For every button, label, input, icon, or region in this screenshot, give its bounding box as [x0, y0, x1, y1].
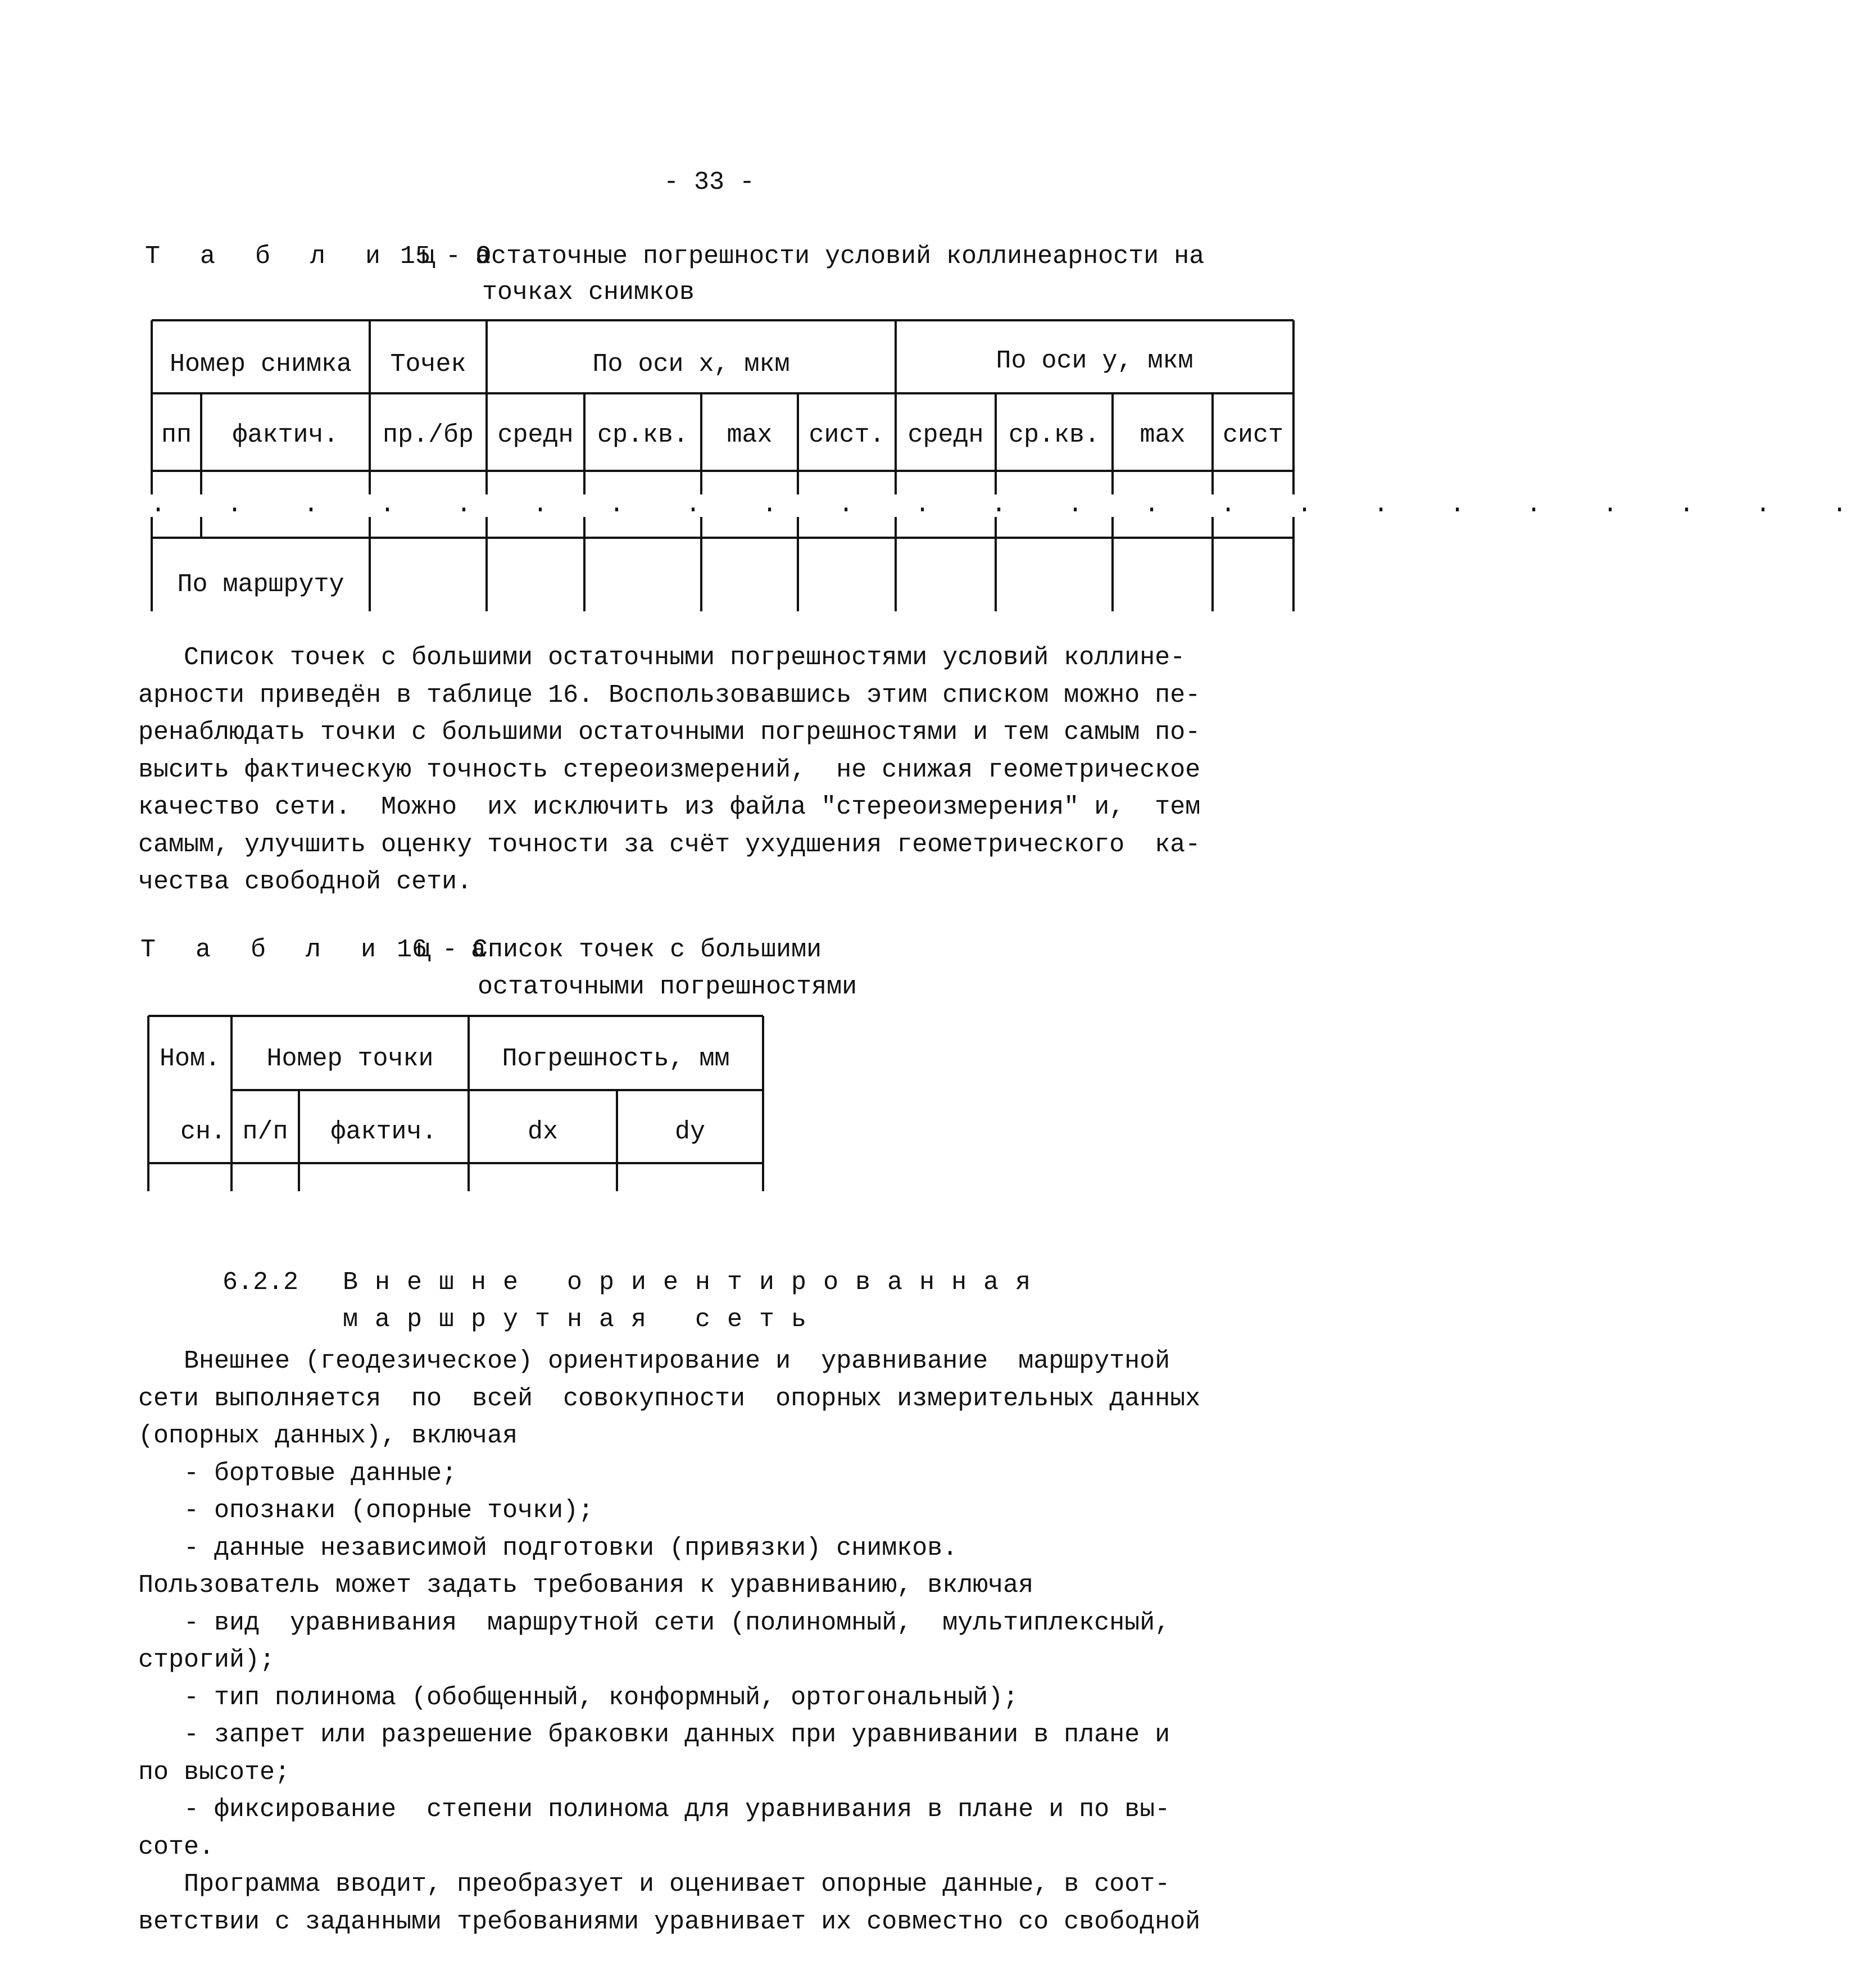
- table15-caption-line2: точках снимков: [482, 278, 695, 307]
- t15-header-y-max: max: [1140, 421, 1186, 450]
- paragraph-1-line: высить фактическую точность стереоизмерений, не снижая геометрическое: [138, 755, 1201, 784]
- t16-header-pp: п/п: [242, 1118, 288, 1146]
- paragraph-2-line: Программа вводит, преобразует и оценивает опорные данные, в соот-: [138, 1870, 1170, 1899]
- section-number: 6.2.2: [223, 1268, 299, 1297]
- paragraph-2: [138, 1343, 1200, 1941]
- t16-header-photo-no-2: сн.: [180, 1118, 226, 1146]
- paragraph-2-line: - фиксирование степени полинома для уравнивания в плане и по вы-: [138, 1795, 1170, 1824]
- paragraph-2-line: - запрет или разрешение браковки данных при уравнивании в плане и: [138, 1721, 1170, 1749]
- t15-header-axis-x: По оси x, мкм: [592, 350, 790, 379]
- t15-header-axis-y: По оси y, мкм: [996, 347, 1193, 375]
- table16-label: Т а б л и ц а: [140, 936, 499, 964]
- t15-header-y-rms: ср.кв.: [1008, 421, 1100, 450]
- paragraph-1-line: чества свободной сети.: [138, 868, 473, 896]
- t16-header-error: Погрешность, мм: [502, 1045, 730, 1073]
- t15-header-points: Точек: [390, 350, 466, 379]
- paragraph-2-line: - данные независимой подготовки (привязки) снимков.: [138, 1533, 958, 1563]
- t16-header-photo-no-1: Ном.: [159, 1045, 221, 1073]
- t16-header-dy: dy: [674, 1118, 705, 1146]
- t15-dots-row: . . . . . . . . . . . . . . . . . . . . . . .: [151, 491, 1870, 519]
- t15-header-x-syst: сист.: [809, 421, 885, 450]
- table16-caption-line2: остаточными погрешностями: [478, 973, 857, 1001]
- paragraph-2-line: по высоте;: [138, 1758, 291, 1787]
- t15-header-actual: фактич.: [232, 421, 339, 450]
- section-title-line1: Внешне ориентированная: [343, 1268, 1048, 1297]
- paragraph-2-line: ветствии с заданными требованиями уравнивает их совместно со свободной: [138, 1907, 1201, 1936]
- table15-caption-line1: 15 - Остаточные погрешности условий коллинеарности на: [400, 242, 1205, 271]
- page-number: - 33 -: [663, 168, 755, 197]
- paragraph-2-line: Пользователь может задать требования к уравниванию, включая: [138, 1571, 1034, 1600]
- paragraph-1-line: самым, улучшить оценку точности за счёт ухудшения геометрического ка-: [138, 830, 1201, 859]
- paragraph-1-line: ренаблюдать точки с большими остаточными погрешностями и тем самым по-: [138, 718, 1201, 747]
- paragraph-2-line: соте.: [138, 1832, 215, 1862]
- t15-header-pr-br: пр./бр: [382, 421, 474, 450]
- paragraph-2-line: - вид уравнивания маршрутной сети (полиномный, мультиплексный,: [138, 1608, 1170, 1637]
- paragraph-2-line: Внешнее (геодезическое) ориентирование и уравнивание маршрутной: [138, 1347, 1170, 1376]
- t15-header-x-rms: ср.кв.: [597, 421, 689, 450]
- paragraph-2-line: строгий);: [138, 1646, 275, 1674]
- t15-header-y-mean: средн: [907, 421, 984, 450]
- table16-caption-line1: 16 - Список точек с большими: [397, 936, 822, 964]
- paragraph-1-line: качество сети. Можно их исключить из файла "стереоизмерения" и, тем: [138, 793, 1201, 821]
- table15-label: Т а б л и ц а: [145, 242, 503, 271]
- section-title-line2: маршрутная сеть: [343, 1305, 824, 1334]
- paragraph-2-line: - бортовые данные;: [138, 1459, 457, 1488]
- paragraph-2-line: (опорных данных), включая: [138, 1422, 518, 1450]
- t15-header-photo-number: Номер снимка: [169, 350, 352, 379]
- paragraph-2-line: сети выполняется по всей совокупности опорных измерительных данных: [138, 1384, 1201, 1413]
- t15-header-y-syst: сист: [1222, 421, 1284, 450]
- paragraph-1-line: арности приведён в таблице 16. Воспользовавшись этим списком можно пе-: [138, 680, 1201, 710]
- t16-header-actual: фактич.: [330, 1118, 437, 1146]
- t15-header-x-mean: средн: [497, 421, 574, 450]
- t16-header-dx: dx: [527, 1118, 558, 1146]
- paragraph-2-line: - опознаки (опорные точки);: [138, 1496, 594, 1525]
- t15-header-x-max: max: [727, 421, 773, 450]
- t15-route-label: По маршруту: [177, 570, 344, 599]
- paragraph-2-line: - тип полинома (обобщенный, конформный, ортогональный);: [138, 1683, 1019, 1712]
- t16-header-point-number: Номер точки: [266, 1045, 434, 1073]
- paragraph-1-line: Список точек с большими остаточными погрешностями условий коллине-: [138, 643, 1186, 672]
- t15-header-pp: пп: [161, 421, 192, 450]
